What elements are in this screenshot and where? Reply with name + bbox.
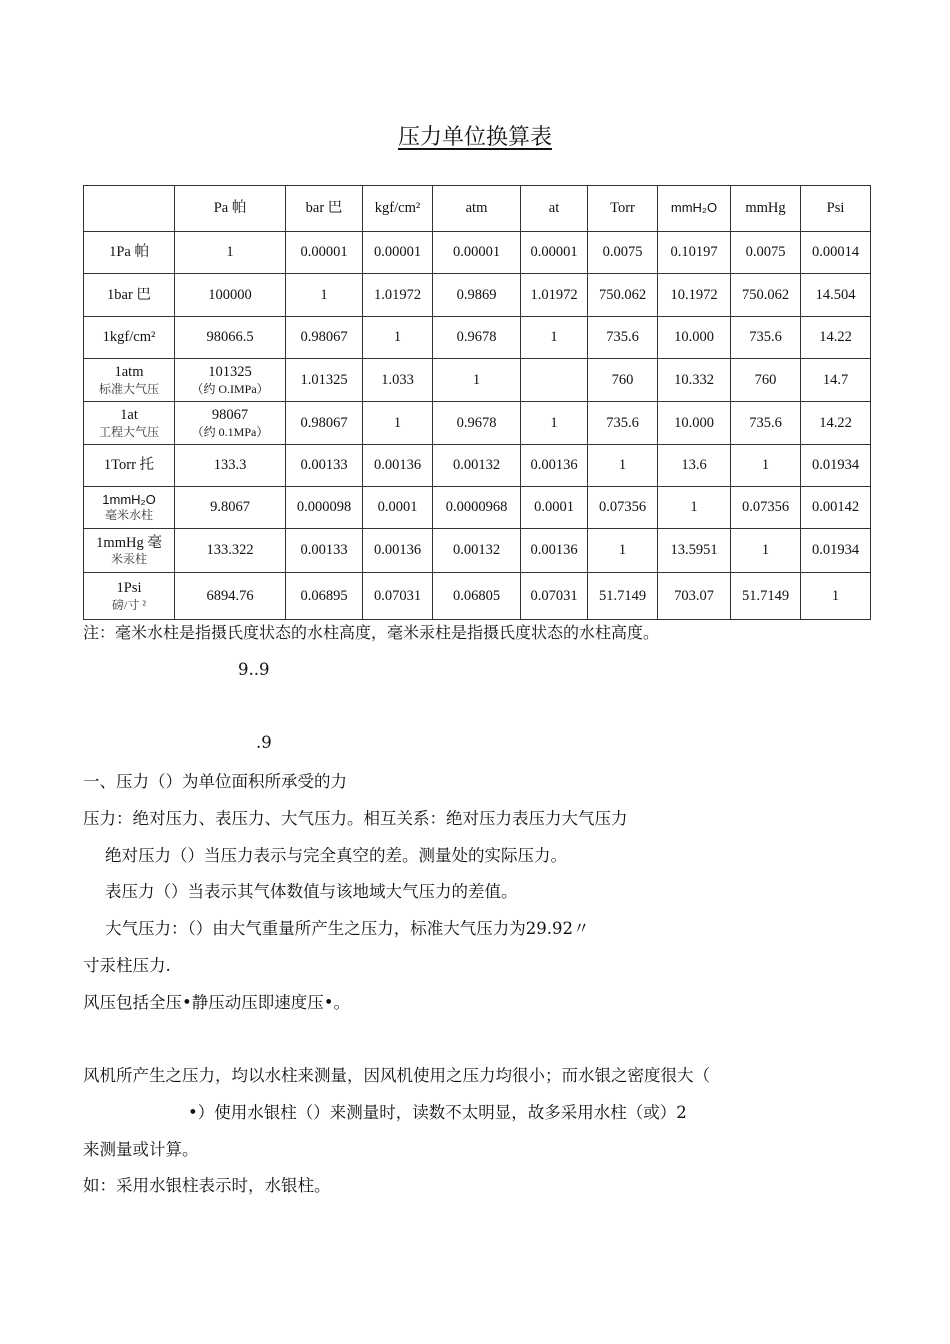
cell-value: 0.00014 xyxy=(811,244,860,261)
cell-value: 0.00136 xyxy=(530,457,578,474)
table-cell xyxy=(658,317,731,359)
cell-value: 703.07 xyxy=(674,587,714,604)
cell-value: 14.22 xyxy=(819,329,852,346)
table-cell xyxy=(801,487,871,529)
table-cell xyxy=(175,232,286,274)
cell-value: 13.5951 xyxy=(670,542,718,559)
cell-value: 14.22 xyxy=(819,414,852,431)
row-unit-sublabel: 工程大气压 xyxy=(98,424,159,439)
table-cell xyxy=(286,317,363,359)
table-cell xyxy=(433,274,521,317)
cell-value: 0.0001 xyxy=(534,499,574,516)
cell-value: 51.7149 xyxy=(741,587,790,604)
row-unit-sublabel: 标准大气压 xyxy=(98,381,159,396)
table-cell xyxy=(363,487,433,529)
paragraph-line: 大气压力：（）由大气重量所产生之压力，标准大气压力为29.92〃 xyxy=(105,919,590,938)
table-cell xyxy=(175,317,286,359)
row-unit-label: 1mmHg 毫 xyxy=(96,534,162,551)
cell-value: 0.07356 xyxy=(598,499,647,516)
cell-value: 0.00136 xyxy=(373,542,422,559)
cell-value: 0.0075 xyxy=(602,244,643,261)
table-cell xyxy=(588,359,658,402)
row-unit-sublabel: 米汞柱 xyxy=(110,552,147,567)
row-unit-sublabel: 毫米水柱 xyxy=(104,508,153,523)
row-header xyxy=(84,573,175,620)
cell-value: 0.0001 xyxy=(377,499,418,516)
table-cell xyxy=(286,487,363,529)
table-cell xyxy=(801,232,871,274)
row-header xyxy=(84,274,175,317)
table-cell xyxy=(433,445,521,487)
table-cell xyxy=(521,529,588,573)
column-header: kgf/cm² xyxy=(363,186,433,232)
table-cell xyxy=(363,573,433,620)
cell-note: （约 O.IMPa） xyxy=(191,381,269,396)
table-cell xyxy=(175,359,286,402)
table-cell xyxy=(286,274,363,317)
cell-value: 101325 xyxy=(208,364,252,381)
table-cell xyxy=(801,274,871,317)
table-cell xyxy=(175,573,286,620)
table-cell xyxy=(801,402,871,445)
table-cell xyxy=(588,402,658,445)
column-header: at xyxy=(521,186,588,232)
cell-value: 0.0075 xyxy=(745,244,786,261)
table-cell xyxy=(731,445,801,487)
row-header xyxy=(84,232,175,274)
table-cell xyxy=(658,529,731,573)
table-cell xyxy=(175,445,286,487)
cell-value: 1 xyxy=(320,286,328,303)
cell-value: 1 xyxy=(618,457,627,474)
cell-value: 1 xyxy=(550,329,558,346)
cell-value: 1 xyxy=(761,542,770,559)
table-row xyxy=(84,487,871,529)
table-cell xyxy=(286,529,363,573)
cell-value: 1.01325 xyxy=(300,371,348,388)
column-header xyxy=(84,186,175,232)
table-row xyxy=(84,232,871,274)
table-cell xyxy=(801,359,871,402)
table-cell xyxy=(433,232,521,274)
cell-value: 750.062 xyxy=(741,286,790,303)
table-cell xyxy=(731,232,801,274)
cell-value: 0.01934 xyxy=(811,542,860,559)
table-cell xyxy=(588,232,658,274)
table-row xyxy=(84,445,871,487)
table-cell xyxy=(363,274,433,317)
table-cell xyxy=(658,445,731,487)
table-cell xyxy=(521,317,588,359)
paragraph-line: 来测量或计算。 xyxy=(83,1140,199,1159)
cell-value: 0.00136 xyxy=(373,457,422,474)
row-header xyxy=(84,359,175,402)
table-cell xyxy=(433,317,521,359)
table-cell xyxy=(731,573,801,620)
cell-value: 735.6 xyxy=(749,329,782,346)
table-cell xyxy=(363,232,433,274)
cell-value: 0.98067 xyxy=(300,414,348,431)
cell-value: 1.033 xyxy=(381,371,414,388)
column-header: Pa 帕 xyxy=(175,186,286,232)
cell-value: 133.3 xyxy=(213,457,247,474)
table-cell xyxy=(521,359,588,402)
cell-value: 6894.76 xyxy=(206,587,254,604)
cell-value: 98066.5 xyxy=(206,329,254,346)
row-unit-label: 1Psi xyxy=(116,580,142,597)
row-header xyxy=(84,317,175,359)
table-cell xyxy=(588,487,658,529)
column-header: bar 巴 xyxy=(286,186,363,232)
cell-value: 98067 xyxy=(211,407,249,424)
table-cell xyxy=(521,232,588,274)
cell-value: 9.8067 xyxy=(210,499,250,516)
table-cell xyxy=(588,529,658,573)
paragraph-line: 绝对压力（）当压力表示与完全真空的差。测量处的实际压力。 xyxy=(105,846,567,865)
table-cell xyxy=(363,402,433,445)
table-row xyxy=(84,573,871,620)
cell-value: 0.00132 xyxy=(452,457,501,474)
table-note: 注：毫米水柱是指摄氏度状态的水柱高度，毫米汞柱是指摄氏度状态的水柱高度。 xyxy=(83,623,660,642)
cell-value: 0.00132 xyxy=(452,542,501,559)
table-cell xyxy=(433,487,521,529)
table-cell xyxy=(801,529,871,573)
table-cell xyxy=(286,232,363,274)
table-row xyxy=(84,274,871,317)
table-row xyxy=(84,317,871,359)
paragraph-line: 如：采用水银柱表示时，水银柱。 xyxy=(83,1176,331,1195)
table-cell xyxy=(731,317,801,359)
table-cell xyxy=(731,529,801,573)
table-cell xyxy=(731,274,801,317)
row-header xyxy=(84,402,175,445)
cell-value: 0.000098 xyxy=(296,499,352,516)
table-cell xyxy=(731,487,801,529)
table-row xyxy=(84,359,871,402)
cell-value: 750.062 xyxy=(598,286,647,303)
table-cell xyxy=(175,529,286,573)
cell-value: 1.01972 xyxy=(373,286,422,303)
cell-value: 0.00001 xyxy=(530,244,578,261)
table-cell xyxy=(433,359,521,402)
cell-value: 0.0000968 xyxy=(445,499,508,516)
table-cell xyxy=(363,359,433,402)
paragraph-line: 压力：绝对压力、表压力、大气压力。相互关系：绝对压力表压力大气压力 xyxy=(83,809,628,828)
cell-value: 0.06895 xyxy=(300,587,348,604)
cell-value: 735.6 xyxy=(606,414,639,431)
cell-value: 1 xyxy=(226,244,234,261)
cell-value: 0.00133 xyxy=(300,542,348,559)
table-cell xyxy=(363,445,433,487)
table-cell xyxy=(658,402,731,445)
cell-value: 14.504 xyxy=(815,286,856,303)
table-cell xyxy=(521,487,588,529)
table-cell xyxy=(286,573,363,620)
cell-value: 0.00136 xyxy=(530,542,578,559)
cell-value: 0.00133 xyxy=(300,457,348,474)
column-header: mmH₂O xyxy=(658,186,731,232)
row-unit-label: 1kgf/cm² xyxy=(102,329,156,346)
cell-value: 0.00001 xyxy=(452,244,501,261)
row-unit-label: 1Torr 托 xyxy=(103,457,155,474)
cell-value: 1 xyxy=(618,542,627,559)
text-fragment: .9 xyxy=(256,733,272,752)
cell-value: 1 xyxy=(761,457,770,474)
table-cell xyxy=(521,445,588,487)
cell-value: 0.07031 xyxy=(373,587,422,604)
text-fragment: 9..9 xyxy=(238,660,270,679)
table-cell xyxy=(175,487,286,529)
cell-value: 1 xyxy=(393,329,402,346)
table-cell xyxy=(658,359,731,402)
cell-value: 760 xyxy=(611,371,634,388)
row-unit-label: 1at xyxy=(120,407,138,424)
cell-value: 14.7 xyxy=(822,371,849,388)
table-cell xyxy=(433,529,521,573)
table-cell xyxy=(363,317,433,359)
cell-value: 10.000 xyxy=(674,414,714,431)
cell-value: 0.01934 xyxy=(811,457,860,474)
column-header: Torr xyxy=(588,186,658,232)
cell-value: 735.6 xyxy=(606,329,639,346)
table-header-row xyxy=(84,186,871,232)
cell-value: 1 xyxy=(393,414,402,431)
table-row xyxy=(84,529,871,573)
row-unit-label: 1mmH₂O xyxy=(102,491,156,507)
table-cell xyxy=(588,317,658,359)
table-cell xyxy=(731,359,801,402)
table-cell xyxy=(433,402,521,445)
cell-value: 0.98067 xyxy=(300,329,348,346)
row-header xyxy=(84,529,175,573)
table-cell xyxy=(658,232,731,274)
table-cell xyxy=(286,359,363,402)
table-cell xyxy=(658,573,731,620)
table-cell xyxy=(588,274,658,317)
table-cell xyxy=(658,487,731,529)
table-cell xyxy=(521,573,588,620)
column-header: mmHg xyxy=(731,186,801,232)
pressure-conversion-table xyxy=(83,185,871,620)
row-unit-label: 1Pa 帕 xyxy=(109,244,149,261)
cell-value: 0.9678 xyxy=(456,414,497,431)
paragraph-line: 风压包括全压•静压动压即速度压•。 xyxy=(83,993,350,1012)
cell-note: （约 0.1MPa） xyxy=(191,424,269,439)
cell-value: 13.6 xyxy=(681,457,707,474)
cell-value: 1 xyxy=(690,499,698,516)
cell-value: 0.07031 xyxy=(530,587,578,604)
row-header xyxy=(84,445,175,487)
table-row xyxy=(84,402,871,445)
cell-value: 1 xyxy=(831,587,840,604)
cell-value: 1 xyxy=(550,414,558,431)
table-cell xyxy=(731,402,801,445)
table-cell xyxy=(588,445,658,487)
cell-value: 100000 xyxy=(208,286,252,303)
cell-value: 0.9869 xyxy=(456,286,497,303)
table-cell xyxy=(175,402,286,445)
paragraph-line: •）使用水银柱（）来测量时，读数不太明显，故多采用水柱（或）2 xyxy=(188,1103,687,1122)
column-header: Psi xyxy=(801,186,871,232)
cell-value: 51.7149 xyxy=(598,587,647,604)
table-cell xyxy=(658,274,731,317)
cell-value: 760 xyxy=(754,371,777,388)
table-cell xyxy=(801,445,871,487)
row-unit-label: 1atm xyxy=(114,364,144,381)
paragraph-line: 表压力（）当表示其气体数值与该地域大气压力的差值。 xyxy=(105,882,518,901)
row-header xyxy=(84,487,175,529)
table-cell xyxy=(286,402,363,445)
cell-value: 10.332 xyxy=(674,371,714,388)
paragraph-line: 风机所产生之压力，均以水柱来测量，因风机使用之压力均很小；而水银之密度很大（ xyxy=(83,1066,710,1085)
table-cell xyxy=(175,274,286,317)
row-unit-sublabel: 磅/寸 ² xyxy=(112,597,146,612)
cell-value: 1.01972 xyxy=(530,286,578,303)
cell-value: 0.10197 xyxy=(670,244,718,261)
cell-value: 735.6 xyxy=(749,414,782,431)
cell-value: 0.00001 xyxy=(300,244,348,261)
table-cell xyxy=(521,274,588,317)
table-cell xyxy=(588,573,658,620)
cell-value: 10.000 xyxy=(674,329,714,346)
cell-value: 0.06805 xyxy=(452,587,501,604)
paragraph-line: 寸汞柱压力. xyxy=(83,956,171,975)
table-cell xyxy=(363,529,433,573)
cell-value: 1 xyxy=(472,371,481,388)
table-cell xyxy=(801,317,871,359)
cell-value: 0.9678 xyxy=(456,329,497,346)
cell-value: 133.322 xyxy=(206,542,254,559)
table-cell xyxy=(433,573,521,620)
table-cell xyxy=(801,573,871,620)
page-title: 压力单位换算表 xyxy=(397,125,552,150)
cell-value: 0.00142 xyxy=(811,499,860,516)
table-cell xyxy=(286,445,363,487)
section-heading: 一、压力（）为单位面积所承受的力 xyxy=(83,772,347,791)
row-unit-label: 1bar 巴 xyxy=(107,286,151,303)
cell-value: 0.07356 xyxy=(741,499,790,516)
column-header: atm xyxy=(433,186,521,232)
table-cell xyxy=(521,402,588,445)
cell-value: 0.00001 xyxy=(373,244,422,261)
cell-value: 10.1972 xyxy=(670,286,718,303)
